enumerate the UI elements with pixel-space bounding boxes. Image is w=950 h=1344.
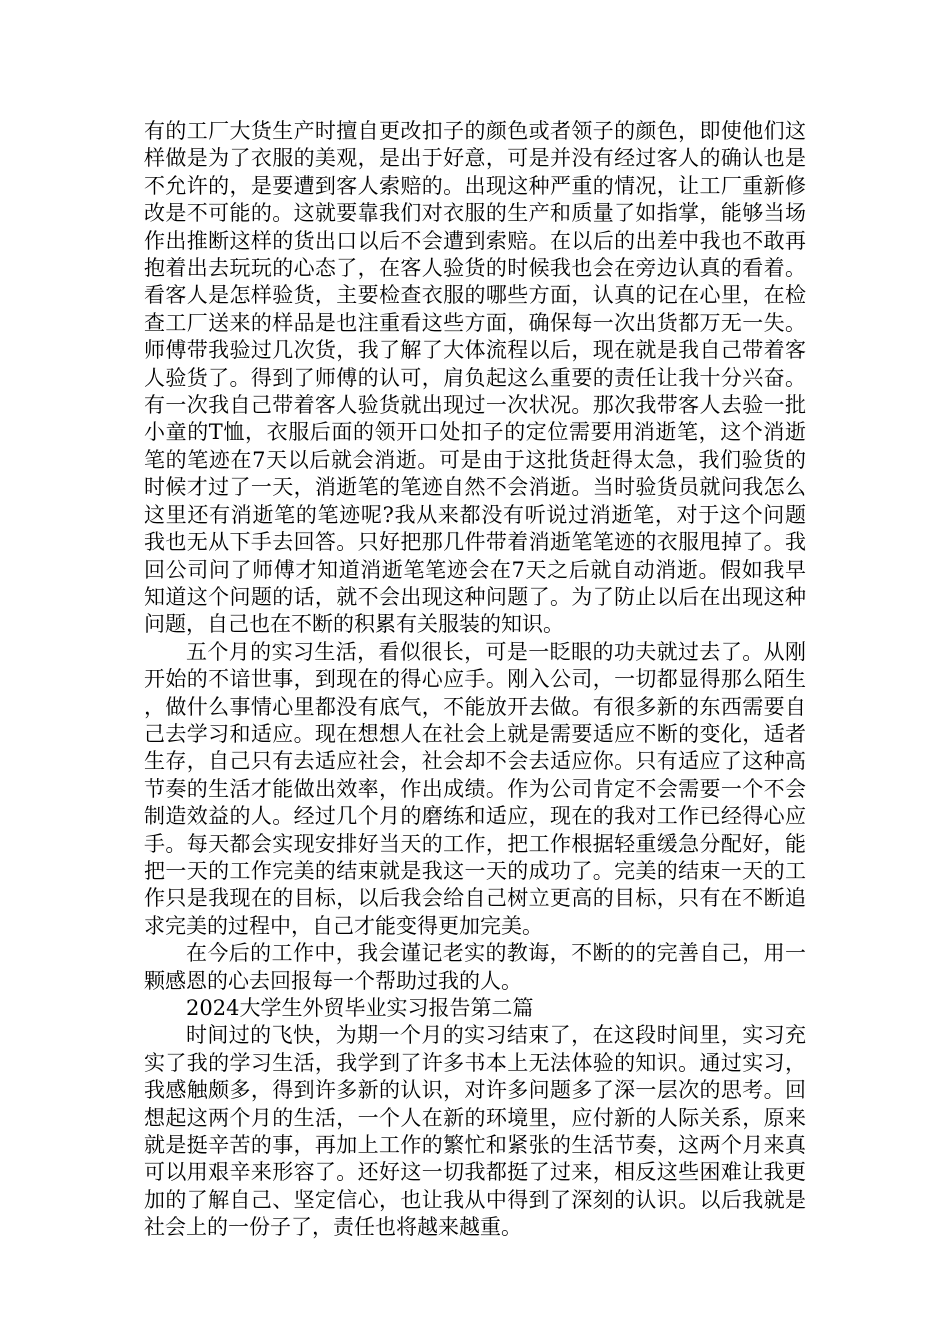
section-heading: 2024大学生外贸毕业实习报告第二篇 <box>186 996 534 1020</box>
document-page <box>144 118 806 1242</box>
paragraph-continuation: 有的工厂大货生产时擅自更改扣子的颜色或者领子的颜色，即使他们这样做是为了衣服的美观，是出于好意，可是并没有经过客人的确认也是不允许的，是要遭到客人索赔的。出现这种严重的情况，让工厂重新修改是不可能的。这就要靠我们对衣服的生产和质量了如指掌，能够当场作出推断这样的货出口以后不会遭到索赔。在以后的出差中我也不敢再抱着出去玩玩的心态了，在客人验货的时候我也会在旁边认真的看着。看客人是怎样验货，主要检查衣服的哪些方面，认真的记在心里，在检查工厂送来的样品是也注重看这些方面，确保每一次出货都万无一失。师傅带我验过几次货，我了解了大体流程以后，现在就是我自己带着客人验货了。得到了师傅的认可，肩负起这么重要的责任让我十分兴奋。有一次我自己带着客人验货就出现过一次状况。那次我带客人去验一批小童的T恤，衣服后面的领开口处扣子的定位需要用消逝笔，这个消逝笔的笔迹在7天以后就会消逝。可是由于这批货赶得太急，我们验货的时候才过了一天，消逝笔的笔迹自然不会消逝。当时验货员就问我怎么这里还有消逝笔的笔迹呢?我从来都没有听说过消逝笔，对于这个问题我也无从下手去回答。只好把那几件带着消逝笔笔迹的衣服甩掉了。我回公司问了师傅才知道消逝笔笔迹会在7天之后就自动消逝。假如我早知道这个问题的话，就不会出现这种问题了。为了防止以后在出现这种问题，自己也在不断的积累有关服装的知识。 <box>144 119 806 637</box>
paragraph-future-work: 在今后的工作中，我会谨记老实的教诲，不断的的完善自己，用一颗感恩的心去回报每一个帮助过我的人。 <box>144 941 806 993</box>
paragraph-second-report: 时间过的飞快，为期一个月的实习结束了，在这段时间里，实习充实了我的学习生活，我学到了许多书本上无法体验的知识。通过实习，我感触颇多，得到许多新的认识，对许多问题多了深一层次的思考。回想起这两个月的生活，一个人在新的环境里，应付新的人际关系，原来就是挺辛苦的事，再加上工作的繁忙和紧张的生活节奏，这两个月来真可以用艰辛来形容了。还好这一切我都挺了过来，相反这些困难让我更加的了解自己、坚定信心，也让我从中得到了深刻的认识。以后我就是社会上的一份子了，责任也将越来越重。 <box>144 1023 806 1240</box>
paragraph-internship-life: 五个月的实习生活，看似很长，可是一眨眼的功夫就过去了。从刚开始的不谙世事，到现在的得心应手。刚入公司，一切都显得那么陌生，做什么事情心里都没有底气，不能放开去做。有很多新的东西需要自己去学习和适应。现在想想人在社会上就是需要适应不断的变化，适者生存，自己只有去适应社会，社会却不会去适应你。只有适应了这种高节奏的生活才能做出效率，作出成绩。作为公司肯定不会需要一个不会制造效益的人。经过几个月的磨练和适应，现在的我对工作已经得心应手。每天都会实现安排好当天的工作，把工作根据轻重缓急分配好，能把一天的工作完美的结束就是我这一天的成功了。完美的结束一天的工作只是我现在的目标，以后我会给自己树立更高的目标，只有在不断追求完美的过程中，自己才能变得更加完美。 <box>144 639 806 938</box>
